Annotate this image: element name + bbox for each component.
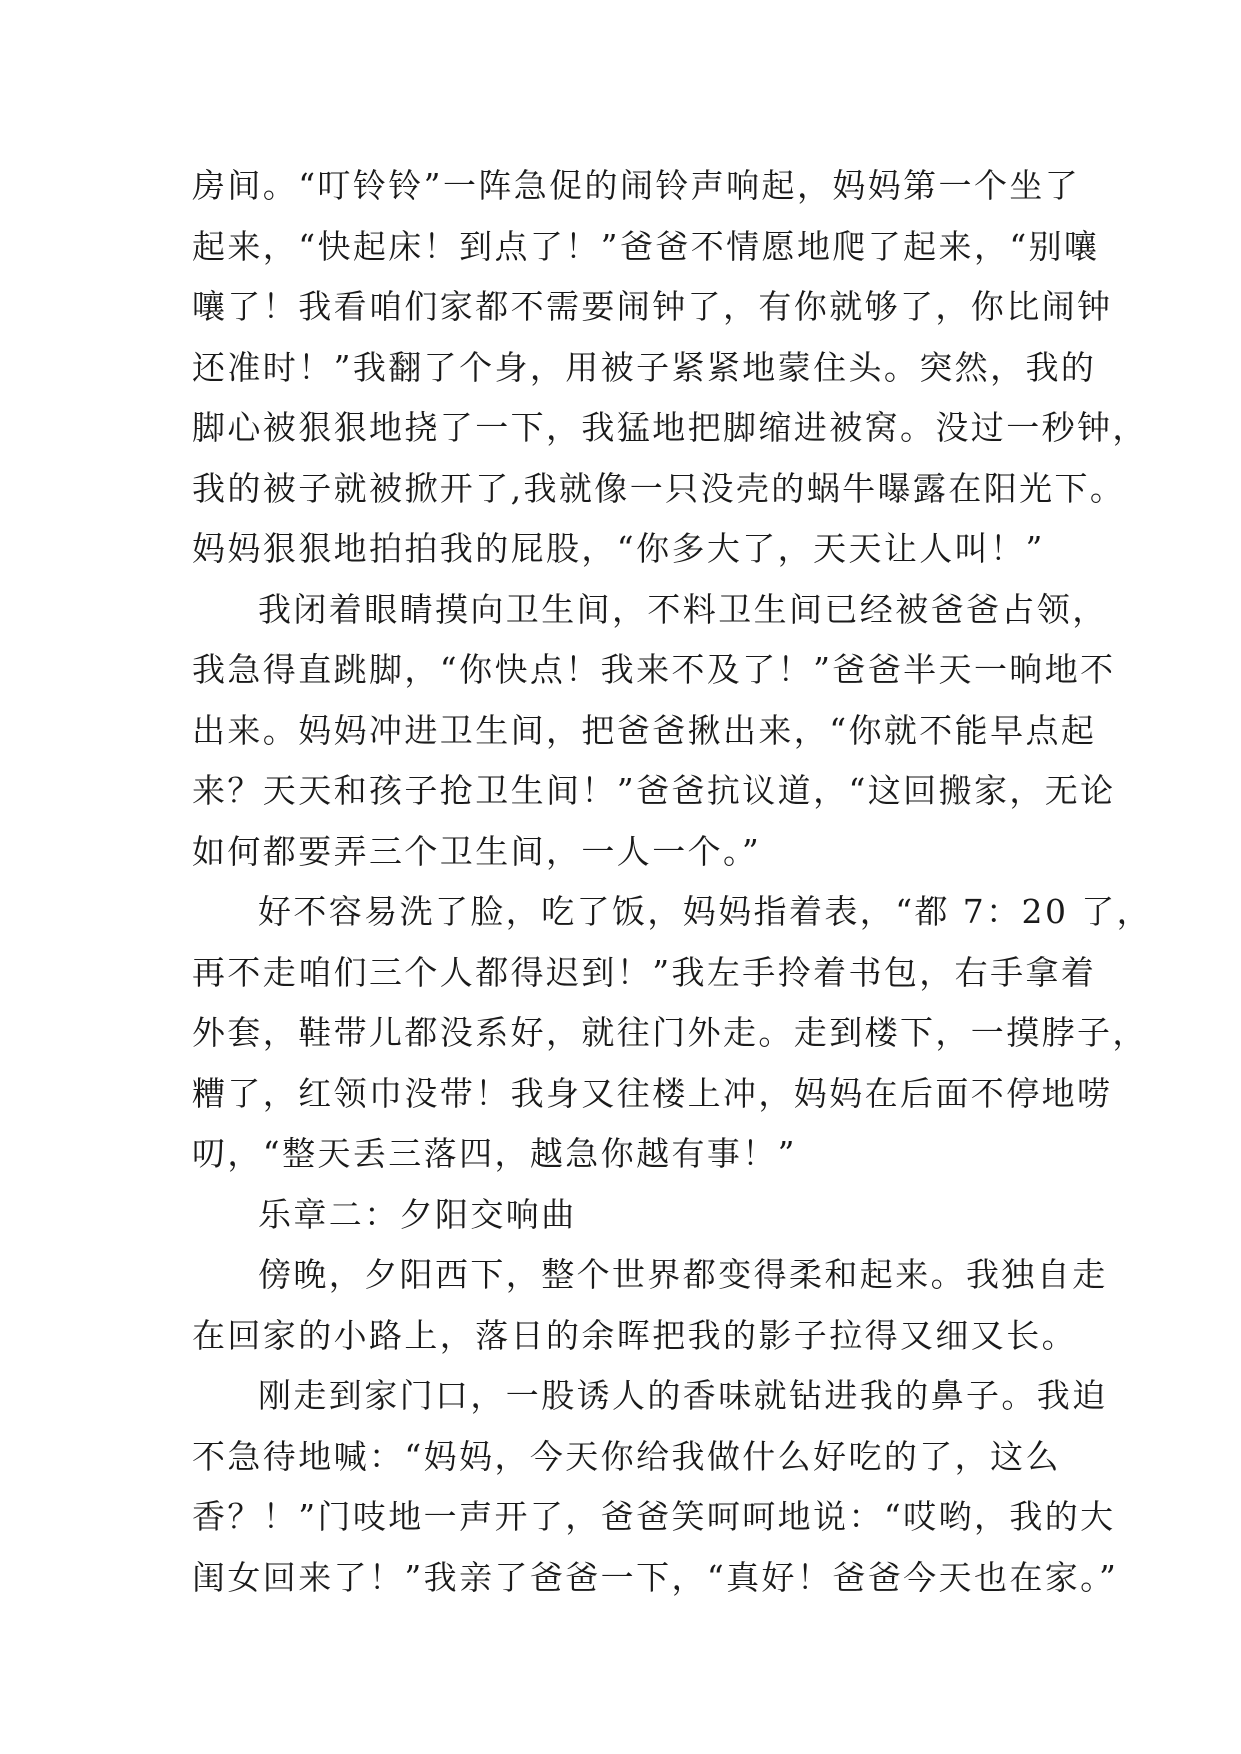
text-line: 起来，“快起床！到点了！”爸爸不情愿地爬了起来，“别嚷 [192,226,1100,266]
text-line: 妈妈狠狠地拍拍我的屁股，“你多大了，天天让人叫！” [192,529,1045,568]
text-line: 再不走咱们三个人都得迟到！”我左手拎着书包，右手拿着 [192,952,1097,992]
text-line: 房间。“叮铃铃”一阵急促的闹铃声响起，妈妈第一个坐了 [192,166,1081,205]
text-line: 糟了，红领巾没带！我身又往楼上冲，妈妈在后面不停地唠 [192,1073,1113,1113]
paragraph-start-line: 好不容易洗了脸，吃了饭，妈妈指着表，“都 7：20 了， [258,892,1153,931]
paragraph-start-line: 傍晚，夕阳西下，整个世界都变得柔和起来。我独自走 [258,1255,1108,1294]
text-line: 来？天天和孩子抢卫生间！”爸爸抗议道，“这回搬家，无论 [192,771,1116,810]
text-line: 如何都要弄三个卫生间，一人一个。” [192,831,762,871]
section-heading: 乐章二：夕阳交响曲 [258,1194,577,1234]
text-line: 我急得直跳脚，“你快点！我来不及了！”爸爸半天一晌地不 [192,650,1116,689]
document-page [192,156,1153,1608]
text-line: 还准时！”我翻了个身，用被子紧紧地蒙住头。突然，我的 [192,347,1097,387]
text-line: 脚心被狠狠地挠了一下，我猛地把脚缩进被窝。没过一秒钟， [192,408,1148,447]
text-line: 外套，鞋带儿都没系好，就往门外走。走到楼下，一摸脖子， [192,1013,1148,1052]
text-line: 我的被子就被掀开了,我就像一只没壳的蜗牛曝露在阳光下。 [192,468,1126,508]
paragraph-start-line: 刚走到家门口，一股诱人的香味就钻进我的鼻子。我迫 [258,1376,1108,1415]
text-line: 嚷了！我看咱们家都不需要闹钟了，有你就够了，你比闹钟 [192,287,1113,326]
paragraph-start-line: 我闭着眼睛摸向卫生间，不料卫生间已经被爸爸占领， [258,589,1108,629]
text-line: 出来。妈妈冲进卫生间，把爸爸揪出来，“你就不能早点起 [192,710,1097,750]
text-line: 在回家的小路上，落日的余晖把我的影子拉得又细又长。 [192,1315,1077,1355]
text-line: 香？！”门吱地一声开了，爸爸笑呵呵地说：“哎哟，我的大 [192,1497,1116,1536]
text-line: 叨，“整天丢三落四，越急你越有事！” [192,1134,797,1173]
text-line: 不急待地喊：“妈妈，今天你给我做什么好吃的了，这么 [192,1436,1061,1476]
text-line: 闺女回来了！”我亲了爸爸一下，“真好！爸爸今天也在家。” [192,1557,1119,1597]
